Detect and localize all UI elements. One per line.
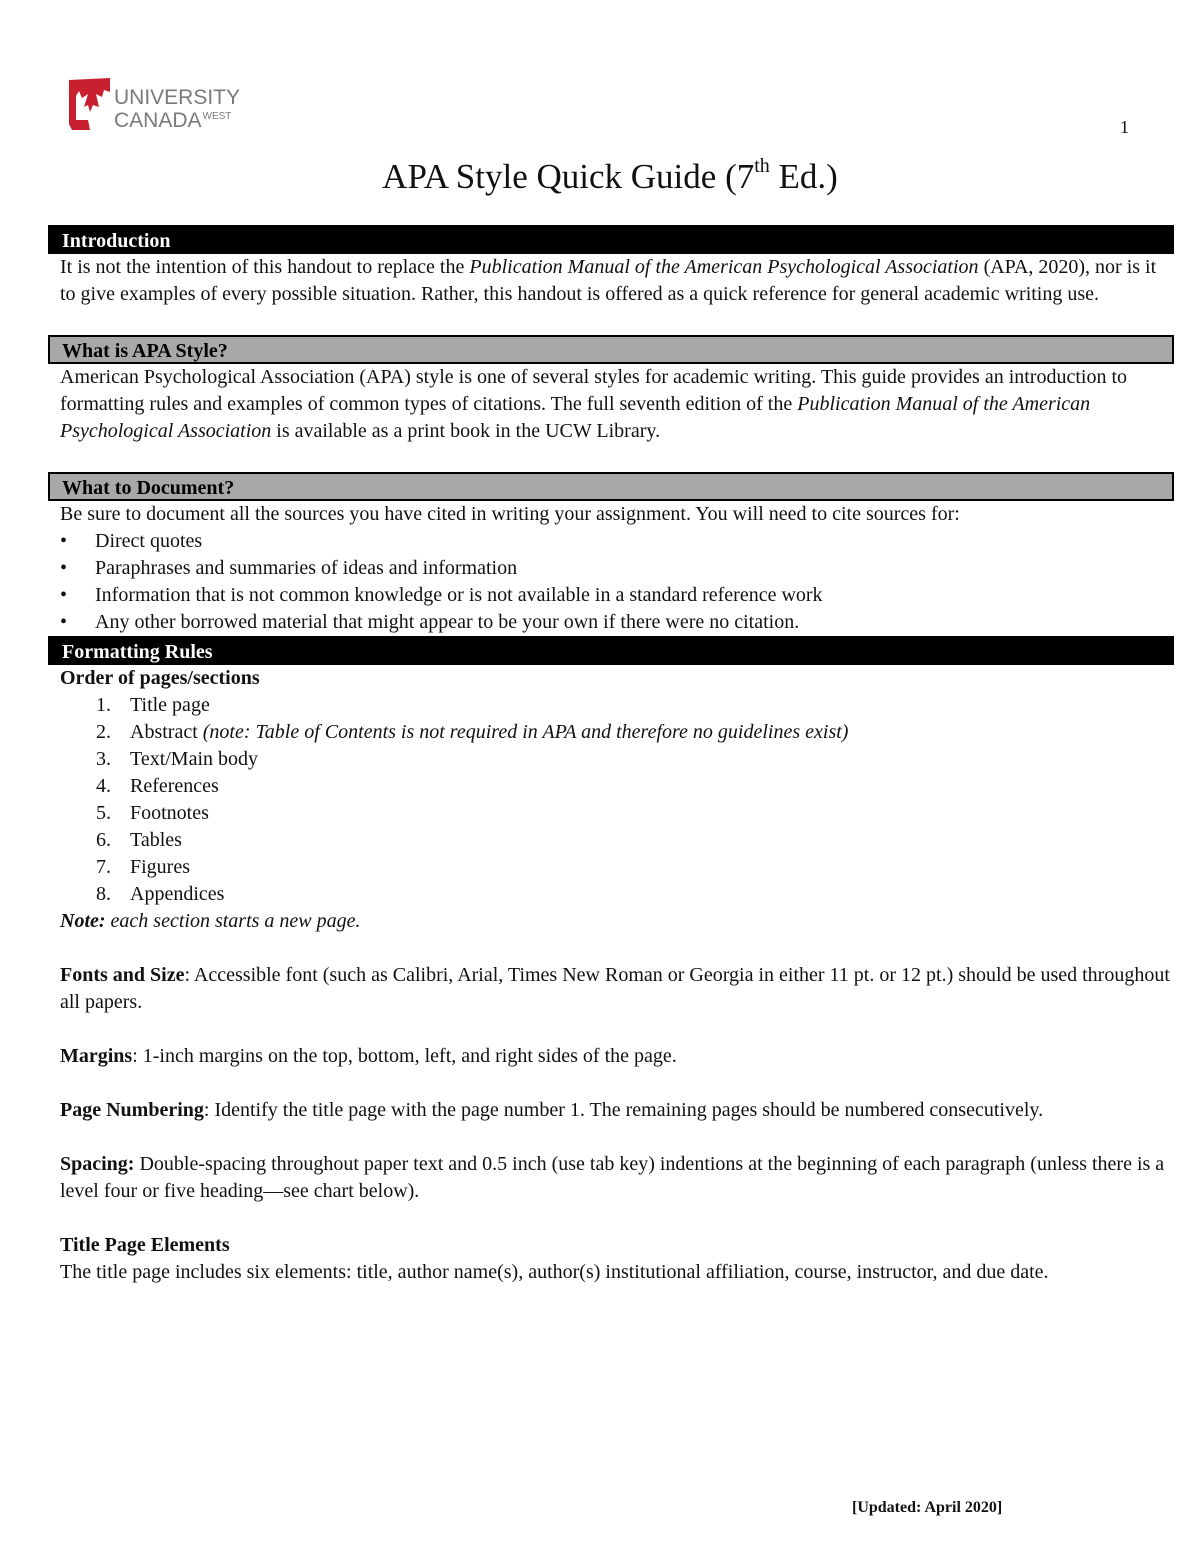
maple-leaf-logo-mark [66,74,114,134]
list-number: 3. [96,748,111,770]
title-page-elements-heading: Title Page Elements [60,1234,230,1256]
section-heading-what-to-document: What to Document? [48,472,1174,501]
margins-label: Margins [60,1045,133,1067]
list-item [60,800,1174,827]
logo-canada: CANADA [114,109,202,132]
order-of-pages-heading: Order of pages/sections [60,667,260,689]
bullet-text: Paraphrases and summaries of ideas and information [95,557,518,579]
page-numbering-paragraph [48,1097,1174,1124]
logo-wordmark [114,88,240,130]
list-number: 2. [96,721,111,743]
order-note-label: Note: [60,910,106,932]
list-label: Text/Main body [130,748,259,770]
apa-text-2: is available as a print book in the UCW Library. [271,420,661,442]
list-item [60,582,1174,609]
list-label: Footnotes [130,802,209,824]
list-item [60,746,1174,773]
list-item [60,827,1174,854]
apa-text-italic: Publication Manual of the American Psychological Association [60,393,1091,442]
list-number: 6. [96,829,111,851]
list-label: Tables [130,829,182,851]
title-end: Ed.) [769,157,838,196]
list-number: 4. [96,775,111,797]
numbering-label: Page Numbering [60,1099,204,1121]
fonts-text: : Accessible font (such as Calibri, Arial, Times New Roman or Georgia in either 11 pt. or 12 pt.) should be used throughout all papers. [60,964,1170,1013]
fonts-paragraph [48,962,1174,1016]
order-note [48,908,1174,935]
bullet-text: Direct quotes [95,530,203,552]
list-item [60,773,1174,800]
bullet-text: Any other borrowed material that might appear to be your own if there were no citation. [95,611,800,633]
document-intro-paragraph: Be sure to document all the sources you have cited in writing your assignment. You will need to cite sources for: [60,503,960,525]
spacing-label: Spacing: [60,1153,135,1175]
logo-line-university: UNIVERSITY [114,86,241,109]
section-heading-introduction: Introduction [48,225,1174,254]
list-label: Abstract [130,721,203,743]
document-title [0,156,1200,198]
bullet-icon: • [60,557,68,579]
apa-text-1: American Psychological Association (APA) style is one of several styles for academic writing. This guide provides an introduction to formatting rules and examples of common types of citations. The full seventh edition of the [60,366,1128,415]
title-sup: th [754,155,770,177]
bullet-text: Information that is not common knowledge or is not available in a standard reference work [95,584,823,606]
list-item [60,854,1174,881]
list-item [60,609,1174,636]
fonts-label: Fonts and Size [60,964,185,986]
document-bullet-list [48,528,1174,636]
section-heading-what-is-apa: What is APA Style? [48,335,1174,364]
list-number: 7. [96,856,111,878]
list-item [60,881,1174,908]
section-heading-formatting-rules: Formatting Rules [48,636,1174,665]
what-is-apa-paragraph [48,364,1174,445]
margins-text: : 1-inch margins on the top, bottom, left, and right sides of the page. [132,1045,677,1067]
title-main: APA Style Quick Guide (7 [382,157,755,196]
bullet-icon: • [60,584,68,606]
list-label: Figures [130,856,190,878]
order-of-pages-list [48,692,1174,908]
spacing-text: Double-spacing throughout paper text and 0.5 inch (use tab key) indentions at the beginning of each paragraph (unless there is a level four or five heading—see chart below). [60,1153,1165,1202]
numbering-text: : Identify the title page with the page number 1. The remaining pages should be numbered consecutively. [203,1099,1044,1121]
logo-west: WEST [202,111,232,122]
order-note-text: each section starts a new page. [105,910,361,932]
bullet-icon: • [60,611,68,633]
intro-text-1: It is not the intention of this handout to replace the [60,256,470,278]
university-logo [66,74,256,134]
introduction-paragraph [48,254,1174,308]
list-item [60,528,1174,555]
list-item [60,692,1174,719]
page-number: 1 [1120,117,1129,137]
list-label: References [130,775,219,797]
intro-text-2: (APA, 2020), nor is it to give examples of every possible situation. Rather, this handout is offered as a quick reference for general academic writing use. [60,256,1157,305]
list-item [60,719,1174,746]
document-body [48,225,1174,1286]
title-page-elements-paragraph: The title page includes six elements: title, author name(s), author(s) institutional affiliation, course, instructor, and due date. [60,1261,1049,1283]
bullet-icon: • [60,530,68,552]
updated-date: [Updated: April 2020] [852,1499,1003,1516]
list-number: 8. [96,883,111,905]
list-number: 1. [96,694,111,716]
logo-line-canada [114,107,240,130]
list-note: (note: Table of Contents is not required in APA and therefore no guidelines exist) [202,721,849,743]
intro-text-italic: Publication Manual of the American Psychological Association [469,256,979,278]
spacing-paragraph [48,1151,1174,1205]
list-label: Appendices [130,883,225,905]
margins-paragraph [48,1043,1174,1070]
list-item [60,555,1174,582]
list-number: 5. [96,802,111,824]
list-label: Title page [130,694,210,716]
